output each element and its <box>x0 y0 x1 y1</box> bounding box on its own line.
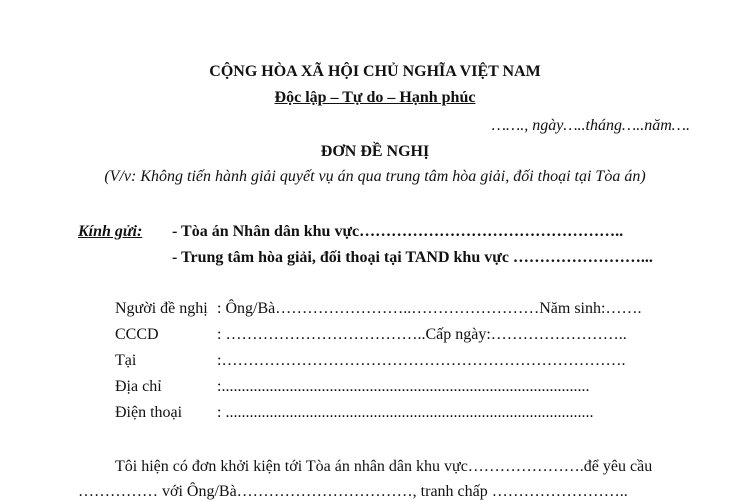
field-label: Điện thoại <box>115 404 183 421</box>
field-label: Người đề nghị <box>115 300 208 317</box>
recipient-mediation-center: - Trung tâm hòa giải, đối thoại tại TAND khu vực ……………………... <box>172 249 653 266</box>
motto: Độc lập – Tự do – Hạnh phúc <box>274 89 476 106</box>
field-label: Địa chỉ <box>115 378 162 395</box>
document-subject: (V/v: Không tiến hành giải quyết vụ án qua trung tâm hòa giải, đối thoại tại Tòa án) <box>104 168 646 185</box>
field-value: : ………………………………..Cấp ngày:…………………….. <box>217 326 627 343</box>
national-title: CỘNG HÒA XÃ HỘI CHỦ NGHĨA VIỆT NAM <box>209 63 541 80</box>
field-value: :............................................................................................ <box>217 378 590 395</box>
date-line: ……., ngày…..tháng…..năm…. <box>491 117 690 134</box>
recipient-court: - Tòa án Nhân dân khu vực………………………………………….. <box>172 223 624 240</box>
field-value: :…………………………………………………………………. <box>217 352 626 369</box>
field-value: : Ông/Bà……………………..……………………Năm sinh:……. <box>217 300 642 317</box>
recipient-label: Kính gửi: <box>78 223 143 240</box>
paragraph-line: …………… với Ông/Bà……………………………, tranh chấp …………………….. <box>78 483 628 500</box>
field-label: CCCD <box>115 326 159 343</box>
paragraph-line: Tôi hiện có đơn khởi kiện tới Tòa án nhân dân khu vực………………….để yêu cầu <box>115 458 653 475</box>
field-value: : ............................................................................................ <box>217 404 594 421</box>
document-title: ĐƠN ĐỀ NGHỊ <box>320 143 430 160</box>
field-label: Tại <box>115 352 137 369</box>
